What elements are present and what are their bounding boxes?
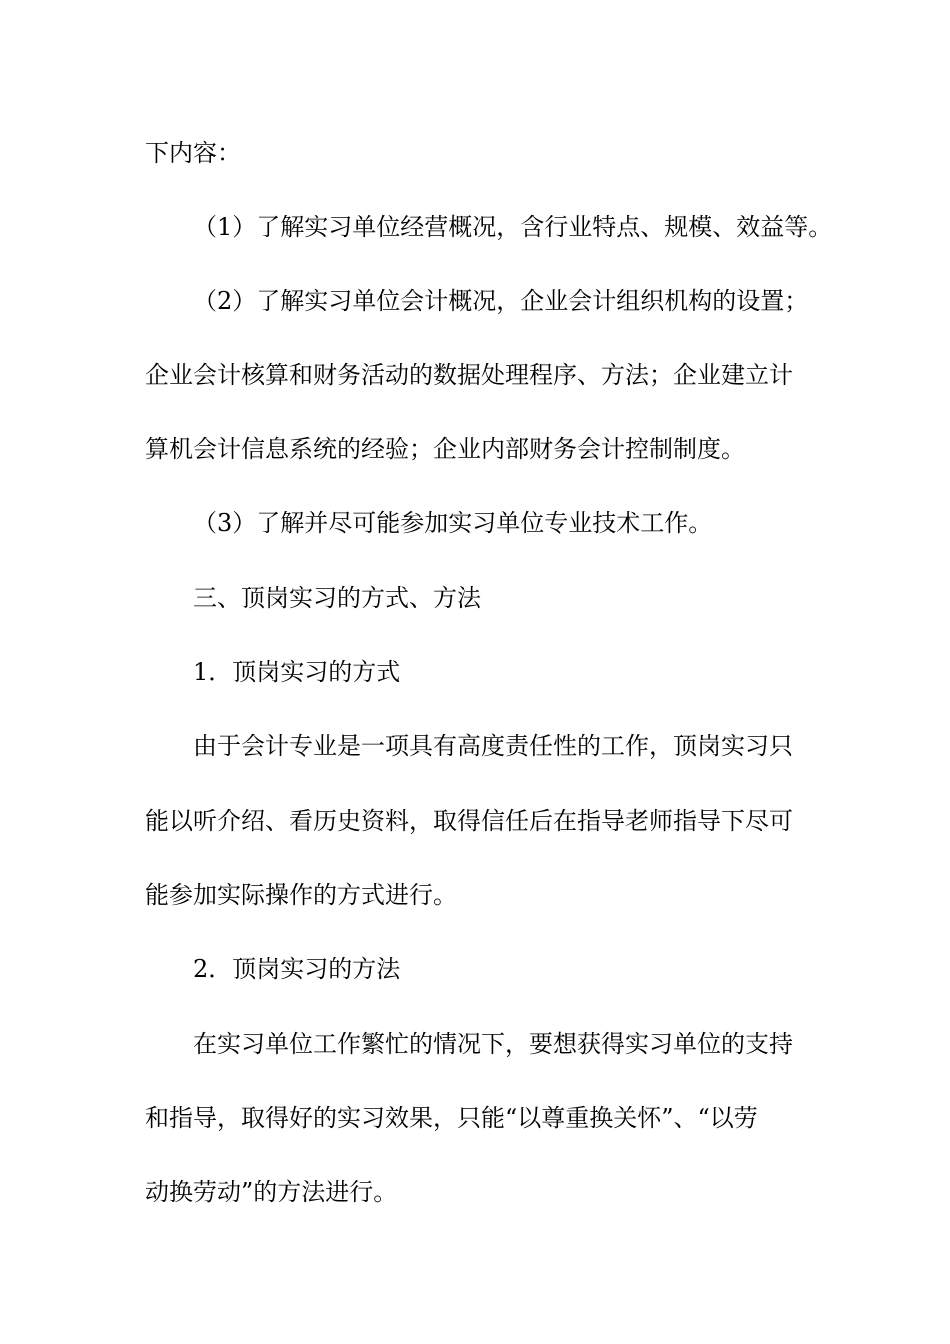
text-line-item-1: （1）了解实习单位经营概况，含行业特点、规模、效益等。 [193, 213, 833, 241]
paragraph-2-line-2: 和指导，取得好的实习效果，只能“以尊重换关怀”、“以劳 [145, 1104, 758, 1132]
text-line-item-2: （2）了解实习单位会计概况，企业会计组织机构的设置； [193, 287, 809, 315]
paragraph-2-line-3: 动换劳动”的方法进行。 [145, 1178, 398, 1206]
paragraph-1-line-3: 能参加实际操作的方式进行。 [145, 881, 457, 909]
text-line-item-2-cont-1: 企业会计核算和财务活动的数据处理程序、方法；企业建立计 [145, 361, 793, 389]
text-line-continuation: 下内容： [145, 139, 241, 167]
text-line-item-3: （3）了解并尽可能参加实习单位专业技术工作。 [193, 509, 713, 537]
section-heading: 三、顶岗实习的方式、方法 [193, 584, 481, 612]
paragraph-2-line-1: 在实习单位工作繁忙的情况下，要想获得实习单位的支持 [193, 1030, 793, 1058]
text-line-item-2-cont-2: 算机会计信息系统的经验；企业内部财务会计控制制度。 [145, 435, 745, 463]
subsection-heading-2: 2．顶岗实习的方法 [193, 955, 401, 983]
subsection-heading-1: 1．顶岗实习的方式 [193, 658, 401, 686]
paragraph-1-line-2: 能以听介绍、看历史资料，取得信任后在指导老师指导下尽可 [145, 807, 793, 835]
paragraph-1-line-1: 由于会计专业是一项具有高度责任性的工作，顶岗实习只 [193, 732, 793, 760]
